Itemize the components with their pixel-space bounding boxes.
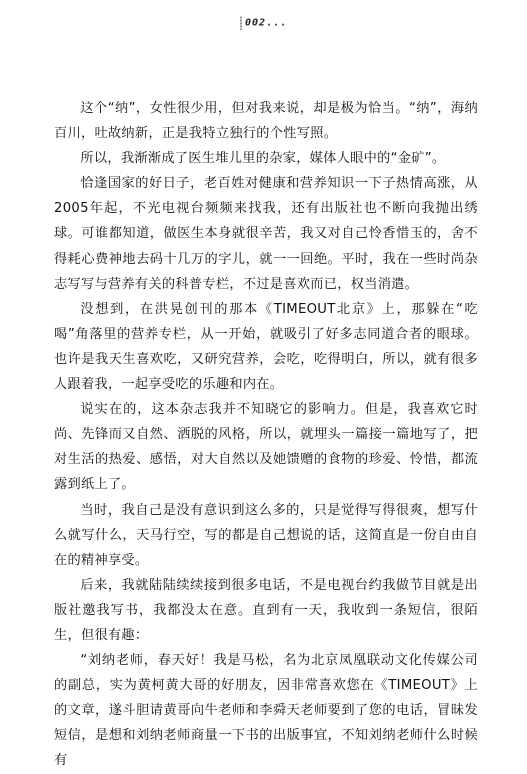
paragraph: 恰逢国家的好日子，老百姓对健康和营养知识一下子热情高涨，从2005年起，不光电视台频频来找我，还有出版社也不断向我抛出绣球。可谁都知道，做医生本身就很辛苦，我又对自己怜香惜玉的，舍不得耗心费神地去码十几万的字儿，就一一回绝。平时，我在一些时尚杂志写写与营养有关的科普专栏，不过是喜欢而已，权当消遣。	[54, 176, 478, 292]
body-text	[54, 96, 478, 774]
paragraph: “刘纳老师，春天好！我是马松，名为北京凤凰联动文化传媒公司的副总，实为黄柯黄大哥的好朋友，因非常喜欢您在《TIMEOUT》上的文章，遂斗胆请黄哥向牛老师和李舜天老师要到了您的电话，冒昧发短信，是想和刘纳老师商量一下书的出版事宜，不知刘纳老师什么时候有	[54, 653, 478, 769]
page-number: 002	[244, 17, 266, 29]
paragraph: 后来，我就陆陆续续接到很多电话，不是电视台约我做节目就是出版社邀我写书，我都没太在意。直到有一天，我收到一条短信，很陌生，但很有趣：	[54, 577, 478, 643]
paragraph: 说实在的，这本杂志我并不知晓它的影响力。但是，我喜欢它时尚、先锋而又自然、洒脱的风格，所以，就埋头一篇接一篇地写了，把对生活的热爱、感悟，对大自然以及她馈赠的食物的珍爱、怜惜，都流露到纸上了。	[54, 402, 478, 493]
paragraph: 所以，我渐渐成了医生堆儿里的杂家，媒体人眼中的“金矿”。	[80, 151, 446, 167]
paragraph: 没想到，在洪晃创刊的那本《TIMEOUT北京》上，那躲在“吃喝”角落里的营养专栏，从一开始，就吸引了好多志同道合者的眼球。也许是我天生喜欢吃，又研究营养，会吃，吃得明白，所以，就有很多人跟着我，一起享受吃的乐趣和内在。	[54, 301, 478, 393]
header-trailing-dots: ...	[266, 17, 288, 29]
paragraph: 当时，我自己是没有意识到这么多的，只是觉得写得很爽，想写什么就写什么，天马行空，写的都是自己想说的话，这简直是一份自由自在的精神享受。	[54, 502, 478, 568]
page-header	[0, 16, 527, 30]
paragraph: 这个“纳”，女性很少用，但对我来说，却是极为恰当。“纳”，海纳百川，吐故纳新，正是我特立独行的个性写照。	[54, 101, 478, 142]
header-dots-decoration	[240, 16, 242, 30]
